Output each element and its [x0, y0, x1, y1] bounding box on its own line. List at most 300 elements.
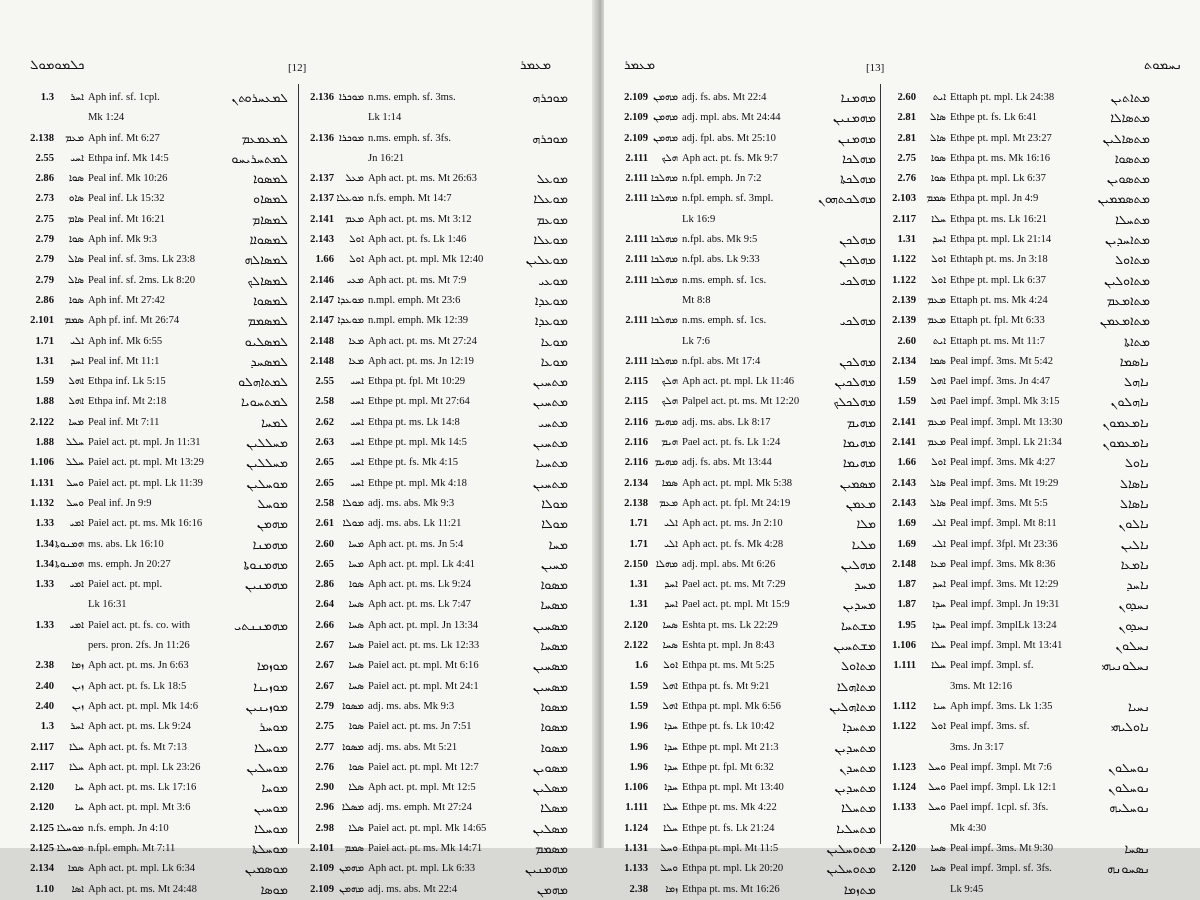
entry-row [22, 149, 290, 169]
entry-word: ܡܗܠܟܬܗܘܢ [818, 191, 876, 207]
entry-continuation-text: Lk 16:31 [88, 599, 127, 611]
entry-row [22, 717, 290, 737]
entry-reference-number: 2.138 [624, 497, 648, 509]
entry-continuation-text: pers. pron. 2fs. Jn 11:26 [88, 640, 190, 652]
left-running-head-left: ܟܠܡܘܡܘܠ [30, 58, 85, 73]
entry-word: ܡܘܠܐ [541, 516, 568, 532]
entry-row [302, 636, 570, 656]
entry-row [302, 575, 570, 595]
entry-parsing: Aph act. pt. ms. Mt 26:63 [368, 173, 477, 185]
entry-word: ܡܘܚܐ [261, 780, 288, 796]
entry-row [616, 859, 878, 879]
entry-word: ܡܬܚܝܢ [532, 394, 568, 410]
entry-root: ܙܡܐ [665, 883, 678, 895]
entry-word: ܡܘܥܐ [540, 353, 568, 369]
entry-reference-number: 2.134 [892, 355, 916, 367]
entry-reference-number: 2.86 [35, 294, 54, 306]
entry-parsing: n.fpl. emph. Mt 7:11 [88, 842, 176, 854]
entry-reference-number: 1.34 [35, 538, 54, 550]
entry-root: ܣܘܐ [68, 294, 84, 306]
entry-row [22, 677, 290, 697]
entry-parsing: Aph act. pt. mpl. Lk 11:46 [682, 376, 795, 388]
entry-reference-number: 2.111 [625, 234, 648, 246]
column-rule [880, 84, 881, 844]
entry-parsing: Aph inf. sf. 1cpl. [88, 92, 160, 103]
entry-word: ܢܣܚܘܢܗ [1107, 861, 1150, 877]
entry-row [884, 372, 1152, 392]
entry-word: ܢܐܘܠ [1124, 455, 1150, 471]
entry-word: ܡܥܡܢ [845, 495, 876, 511]
entry-row [884, 555, 1152, 575]
entry-row [616, 656, 878, 676]
entry-root: ܚܠܐ [69, 741, 84, 753]
entry-parsing: Ettaph pt. ms. Mt 11:7 [950, 335, 1045, 347]
entry-root: ܡܥܡ [345, 213, 364, 225]
entry-word: ܢܘܚܠܘܢ [1108, 780, 1150, 796]
entry-root: ܐܚܝ [350, 416, 364, 428]
entry-root: ܐܗܠ [68, 396, 84, 408]
entry-row [302, 738, 570, 758]
entry-root: ܡܘܚܠܐ [56, 842, 84, 854]
entry-root: ܙܝܢ [71, 680, 84, 692]
entry-word: ܢܚܝܐ [1127, 698, 1150, 714]
entry-root: ܘܚܠ [66, 497, 84, 509]
left-running-head-right: ܡܥܡܪ [520, 58, 552, 73]
entry-root: ܡܗܠܟܐ [650, 274, 678, 286]
entry-root: ܐܚܕ [932, 579, 946, 591]
entry-row [302, 880, 570, 900]
entry-parsing: Aph act. pt. ms. Jn 12:19 [368, 355, 474, 367]
entry-continuation [616, 210, 878, 230]
entry-root: ܡܚܐ [68, 416, 84, 428]
entry-reference-number: 1.106 [30, 457, 54, 469]
entry-parsing: n.ms. emph. sf. 3ms. [368, 92, 456, 103]
entry-word: ܠܡܣܘܐ [253, 171, 288, 187]
entry-reference-number: 1.59 [629, 700, 648, 712]
entry-row [616, 798, 878, 818]
entry-parsing: adj. ms. emph. Mt 27:24 [368, 802, 472, 814]
entry-parsing: Peal inf. sf. 3ms. Lk 23:8 [88, 254, 196, 266]
entry-reference-number: 2.65 [315, 558, 334, 570]
entry-word: ܡܘܚܠ [257, 495, 288, 511]
entry-root: ܣܡܐ [67, 863, 84, 875]
entry-parsing: adj. ms. abs. Lk 11:21 [368, 518, 462, 530]
entry-word: ܡܬܚܕܐ [842, 719, 876, 735]
entry-word: ܡܣܘܐ [540, 698, 568, 714]
entry-word: ܡܣܘܐ [540, 739, 568, 755]
entry-reference-number: 2.122 [624, 640, 648, 652]
entry-root: ܚܠܐ [663, 802, 678, 814]
entry-root: ܡܥܐ [930, 558, 946, 570]
entry-root: ܡܗܠܟܐ [650, 234, 678, 246]
entry-word: ܡܘܙܝܢܝܢ [245, 698, 288, 714]
entry-word: ܡܣܚܝܢ [532, 678, 568, 694]
entry-reference-number: 1.96 [629, 741, 648, 753]
entry-word: ܡܗܡܢ [536, 881, 568, 897]
entry-root: ܣܡܐ [929, 355, 946, 367]
entry-row [616, 169, 878, 189]
entry-root: ܡܗܠܟܐ [650, 193, 678, 205]
entry-parsing: Peal impf. 3mpl. Jn 19:31 [950, 599, 1060, 611]
entry-word: ܠܡܣܐܠܟ [247, 272, 288, 288]
entry-row [302, 535, 570, 555]
entry-row [884, 616, 1152, 636]
entry-root: ܡܘܠܐ [342, 518, 364, 530]
entry-parsing: Paiel act. pt. ms. Mk 16:16 [88, 518, 203, 530]
entry-reference-number: 1.123 [892, 761, 916, 773]
entry-root: ܣܡܡ [64, 315, 84, 327]
entry-reference-number: 2.125 [30, 822, 54, 834]
entry-parsing: Pael impf. 1cpl. sf. 3fs. [950, 802, 1049, 814]
entry-parsing: Ethpe pt. mpl. Mt 21:3 [682, 741, 779, 753]
entry-reference-number: 2.79 [35, 274, 54, 286]
entry-word: ܢܘܚܠܝܗ [1109, 800, 1150, 816]
entry-row [616, 595, 878, 615]
entry-root: ܡܚܐ [348, 558, 364, 570]
entry-root: ܣܚܐ [348, 599, 364, 611]
entry-row [302, 697, 570, 717]
entry-root: ܐܠܝ [932, 518, 946, 530]
entry-root: ܚܠܠ [65, 457, 84, 469]
entry-word: ܢܐܡܥܡܘܢ [1102, 435, 1150, 451]
entry-row [884, 535, 1152, 555]
entry-parsing: Peal impf. 3fpl. Mt 23:36 [950, 538, 1058, 550]
entry-row [22, 474, 290, 494]
entry-root: ܐܚܝ [350, 457, 364, 469]
entry-row [302, 433, 570, 453]
entry-reference-number: 2.109 [624, 112, 648, 124]
entry-reference-number: 2.120 [892, 863, 916, 875]
entry-root: ܡܥܡ [927, 315, 946, 327]
entry-reference-number: 2.38 [35, 660, 54, 672]
entry-row [884, 413, 1152, 433]
entry-word: ܡܬܙܡܐ [843, 881, 876, 897]
entry-root: ܚܠܐ [663, 822, 678, 834]
entry-root: ܣܚܐ [662, 619, 678, 631]
entry-row [22, 758, 290, 778]
entry-word: ܡܗܡܢܐ [840, 90, 876, 105]
entry-reference-number: 1.111 [625, 802, 648, 814]
entry-reference-number: 1.122 [892, 274, 916, 286]
entry-root: ܐܚܕ [664, 599, 678, 611]
entry-root: ܐܚܕ [70, 355, 84, 367]
entry-reference-number: 2.67 [315, 660, 334, 672]
entry-parsing: n.ms. emph. sf. 3fs. [368, 132, 451, 144]
entry-reference-number: 2.101 [30, 315, 54, 327]
entry-root: ܡܗܡܢ [653, 92, 678, 103]
entry-row [302, 859, 570, 879]
entry-word: ܡܗܠܟܐ [842, 150, 876, 166]
entry-root: ܣܐܡ [67, 213, 84, 225]
entry-root: ܚܕܐ [932, 599, 946, 611]
entry-parsing: n.mpl. emph. Mt 23:6 [368, 294, 461, 306]
entry-row [22, 88, 290, 108]
entry-word: ܡܬܚܕܢ [839, 759, 876, 775]
entry-reference-number: 2.111 [625, 315, 648, 327]
entry-word: ܡܘܥܕܐ [534, 313, 568, 329]
entry-parsing: Ethpa pt. mpl. Lk 21:14 [950, 234, 1052, 246]
entry-root: ܡܥܡ [659, 497, 678, 509]
entry-root: ܡܥܡ [927, 437, 946, 449]
entry-parsing: Peal impf. 3mpl. Mt 13:30 [950, 416, 1063, 428]
entry-word: ܡܗܠܟܢ [839, 232, 876, 248]
entry-parsing: Aph act. pt. ms. Mt 3:12 [368, 213, 472, 225]
entry-reference-number: 1.59 [897, 376, 916, 388]
entry-root: ܡܘܟܪܐ [338, 92, 364, 103]
entry-word: ܠܡܣܘܐ [253, 292, 288, 308]
entry-continuation [616, 332, 878, 352]
entry-row [22, 230, 290, 250]
entry-parsing: Aph act. pt. mpl. Lk 4:41 [368, 558, 476, 570]
entry-reference-number: 1.6 [634, 660, 648, 672]
entry-row [616, 129, 878, 149]
entry-root: ܡܥܐ [348, 335, 364, 347]
entry-row [22, 738, 290, 758]
entry-row [616, 697, 878, 717]
entry-parsing: Pael impf. 3mpl. Mk 3:15 [950, 396, 1060, 408]
entry-reference-number: 1.132 [30, 497, 54, 509]
entry-parsing: Ethpe pt. fs. Lk 10:42 [682, 721, 775, 733]
entry-reference-number: 2.116 [624, 437, 648, 449]
entry-word: ܡܚܐ [548, 536, 568, 552]
entry-row [302, 169, 570, 189]
entry-parsing: Peal impf. 3mpl. Mt 13:41 [950, 640, 1063, 652]
entry-parsing: Aph act. pt. mpl. Mt 3:6 [88, 802, 191, 814]
entry-reference-number: 1.31 [629, 599, 648, 611]
entry-reference-number: 1.106 [624, 782, 648, 794]
entry-reference-number: 2.63 [315, 437, 334, 449]
entry-parsing: adj. fpl. abs. Mt 25:10 [682, 132, 776, 144]
right-running-head-left: ܡܥܡܪ [624, 58, 656, 73]
entry-continuation [884, 738, 1152, 758]
entry-reference-number: 2.79 [35, 254, 54, 266]
entry-root: ܙܡܐ [71, 660, 84, 672]
entry-reference-number: 2.61 [315, 518, 334, 530]
entry-word: ܡܣܚܝܢ [532, 658, 568, 674]
entry-parsing: Pael act. pt. ms. Mt 7:29 [682, 579, 786, 591]
entry-parsing: Ethtaph pt. ms. Jn 3:18 [950, 254, 1048, 266]
entry-parsing: Aph act. pt. mpl. Mk 12:40 [368, 254, 484, 266]
entry-row [884, 149, 1152, 169]
entry-parsing: Aph act. pt. mpl. Mk 14:6 [88, 700, 199, 712]
entry-parsing: Paiel act. pt. ms. Mk 14:71 [368, 842, 483, 854]
entry-root: ܐܝܬ [932, 335, 946, 347]
entry-reference-number: 2.75 [315, 721, 334, 733]
entry-reference-number: 2.98 [315, 822, 334, 834]
entry-root: ܣܚܐ [930, 863, 946, 875]
entry-reference-number: 2.117 [30, 741, 54, 753]
entry-row [302, 129, 570, 149]
entry-parsing: Ettaph pt. fpl. Mt 6:33 [950, 315, 1045, 327]
entry-reference-number: 1.88 [35, 396, 54, 408]
entry-reference-number: 2.134 [30, 863, 54, 875]
entry-parsing: Aph inf. Mk 9:3 [88, 234, 157, 246]
entry-word: ܡܘܚܠܝܢ [246, 759, 288, 775]
entry-parsing: Ethpa pt. ms. Lk 16:21 [950, 213, 1048, 225]
entry-reference-number: 1.131 [624, 842, 648, 854]
entry-word: ܡܗܠܝܢ [840, 556, 876, 572]
entry-reference-number: 2.150 [624, 558, 648, 570]
entry-root: ܗܠܟ [661, 396, 678, 408]
entry-word: ܠܡܣܠܝܘ [244, 333, 288, 349]
entry-word: ܡܬܣܘܐ [1114, 150, 1150, 166]
entry-root: ܡܘܟܪܐ [338, 132, 364, 144]
entry-word: ܡܬܚܝܐ [535, 455, 568, 471]
entry-parsing: Peal impf. 3ms. Mt 5:42 [950, 355, 1053, 367]
entry-root: ܣܘܐ [930, 173, 946, 185]
entry-root: ܡܥܠ [345, 173, 364, 185]
entry-root: ܘܚܠ [660, 842, 678, 854]
entry-reference-number: 2.147 [310, 294, 334, 306]
entry-word: ܡܬܘܚܠܝܢ [826, 861, 876, 877]
entry-parsing: Ettaph pt. ms. Mk 4:24 [950, 294, 1048, 306]
entry-continuation-text: Mt 8:8 [682, 294, 711, 306]
entry-word: ܡܬܣܘܝܢ [1106, 171, 1150, 187]
entry-row [302, 392, 570, 412]
entry-word: ܡܗܠܟܝ [839, 272, 876, 288]
entry-word: ܡܣܠܝܢ [532, 780, 568, 796]
entry-continuation [616, 291, 878, 311]
entry-root: ܘܚܠ [928, 802, 946, 814]
entry-root: ܣܘܐ [68, 173, 84, 185]
entry-row [884, 575, 1152, 595]
entry-word: ܡܣܚܐ [540, 638, 568, 654]
left-page-column-a [22, 88, 290, 900]
entry-row [884, 494, 1152, 514]
entry-parsing: Ettaph pt. mpl. Lk 24:38 [950, 92, 1055, 103]
entry-word: ܠܡܬܐܗܠܘ [238, 374, 288, 390]
entry-word: ܡܬܐܗܠܐ [836, 678, 876, 694]
entry-row [616, 230, 878, 250]
entry-root: ܡܥܡ [927, 416, 946, 428]
entry-root: ܡܥܝ [346, 274, 364, 286]
entry-reference-number: 2.139 [892, 315, 916, 327]
entry-word: ܠܡܬܚܘܝܐ [240, 394, 288, 410]
entry-parsing: Ethpa pt. mpl. Lk 20:20 [682, 863, 784, 875]
entry-parsing: adj. mpl. abs. Mt 6:26 [682, 558, 776, 570]
entry-word: ܡܗܡܢܢ [837, 130, 876, 146]
entry-root: ܡܘܥܠܐ [336, 193, 364, 205]
entry-row [616, 880, 878, 900]
entry-root: ܣܐܠ [929, 132, 946, 144]
entry-row [884, 332, 1152, 352]
entry-parsing: adj. ms. abs. Mk 9:3 [368, 700, 455, 712]
right-running-head-right: ܢܚܡܘܬ [1144, 58, 1183, 73]
entry-parsing: Pael impf. 3mpl. Lk 12:1 [950, 782, 1057, 794]
entry-reference-number: 1.124 [892, 782, 916, 794]
entry-word: ܡܗܠܟܝ [839, 313, 876, 329]
entry-root: ܣܘܐ [930, 152, 946, 164]
entry-parsing: Ethpe pt. mpl. Mt 27:64 [368, 396, 470, 408]
entry-root: ܚܕܐ [932, 619, 946, 631]
entry-row [302, 819, 570, 839]
entry-root: ܘܚܠ [928, 782, 946, 794]
entry-root: ܣܘܐ [348, 761, 364, 773]
entry-row [22, 535, 290, 555]
entry-row [302, 311, 570, 331]
entry-root: ܣܐܠ [929, 497, 946, 509]
entry-reference-number: 2.120 [624, 619, 648, 631]
entry-row [616, 575, 878, 595]
entry-reference-number: 2.81 [897, 112, 916, 124]
entry-parsing: Peal impf. 3ms. Mk 8:36 [950, 558, 1056, 570]
entry-reference-number: 2.143 [892, 477, 916, 489]
entry-parsing: adj. ms. abs. Mt 5:21 [368, 741, 458, 753]
entry-row [884, 636, 1152, 656]
entry-word: ܡܗܠܟܢ [839, 252, 876, 268]
entry-word: ܢܐܗܠ [1124, 374, 1150, 390]
entry-continuation [884, 880, 1152, 900]
entry-reference-number: 1.31 [629, 579, 648, 591]
entry-word: ܡܘܚܠܐ [254, 820, 288, 836]
entry-reference-number: 1.88 [35, 437, 54, 449]
entry-row [884, 352, 1152, 372]
entry-reference-number: 1.59 [629, 680, 648, 692]
entry-row [22, 413, 290, 433]
entry-continuation [884, 677, 1152, 697]
entry-word: ܡܬܐܘܠ [841, 658, 876, 674]
entry-root: ܡܣܠܐ [341, 802, 364, 814]
entry-root: ܗܠܟ [661, 152, 678, 164]
entry-root: ܐܘܠ [931, 254, 946, 266]
entry-word: ܢܐܚܕ [1126, 577, 1150, 593]
entry-reference-number: 2.60 [897, 335, 916, 347]
entry-reference-number: 2.109 [310, 863, 334, 875]
entry-parsing: Peal impf. 3ms. Mt 19:29 [950, 477, 1059, 489]
entry-root: ܚܠܐ [931, 660, 946, 672]
entry-word: ܡܬܐܡܥܡܢ [1099, 313, 1150, 329]
entry-parsing: n.fpl. abs. Mk 9:5 [682, 234, 758, 246]
entry-word: ܢܐܡܥܐ [1120, 556, 1150, 572]
entry-reference-number: 2.55 [35, 152, 54, 164]
entry-root: ܡܗܠܐ [655, 558, 678, 570]
entry-parsing: n.fs. emph. Mt 14:7 [368, 193, 452, 205]
entry-root: ܐܡܝ [69, 619, 84, 631]
entry-parsing: Aph act. pt. ms. Mt 7:9 [368, 274, 467, 286]
entry-root: ܐܠܝ [932, 538, 946, 550]
entry-word: ܠܡܣܘܐܐ [249, 232, 288, 248]
entry-root: ܗܝܡ [661, 437, 678, 449]
entry-row [22, 880, 290, 900]
entry-reference-number: 1.69 [897, 518, 916, 530]
entry-row [22, 859, 290, 879]
entry-reference-number: 2.81 [897, 132, 916, 144]
entry-parsing: Aph act. pt. ms. Jn 2:10 [682, 518, 783, 530]
entry-parsing: Ethpa pt. fpl. Mt 10:29 [368, 376, 466, 388]
entry-word: ܡܬܣܡܡܝܢ [1097, 191, 1150, 207]
entry-parsing: Peal impf. 3ms. Mt 12:29 [950, 579, 1059, 591]
entry-row [22, 697, 290, 717]
entry-word: ܡܫܬܚܐ [840, 617, 876, 633]
entry-root: ܐܘܠ [931, 274, 946, 286]
entry-row [302, 332, 570, 352]
entry-row [616, 717, 878, 737]
entry-root: ܐܡܝ [69, 518, 84, 530]
entry-parsing: Aph act. pt. ms. Mt 24:48 [88, 883, 197, 895]
entry-row [22, 210, 290, 230]
entry-row [22, 494, 290, 514]
entry-word: ܢܐܗܠܘܢ [1110, 394, 1150, 410]
entry-parsing: Peal inf. Jn 9:9 [88, 497, 152, 509]
entry-parsing: Ethpa pt. fs. Mt 9:21 [682, 680, 770, 692]
entry-parsing: Peal impf. 3mpl. Mt 7:6 [950, 761, 1052, 773]
left-page-column-b [302, 88, 570, 900]
entry-root: ܣܘܐ [68, 234, 84, 246]
entry-parsing: Peal inf. sf. 2ms. Lk 8:20 [88, 274, 196, 286]
entry-row [302, 717, 570, 737]
entry-root: ܣܠܐ [348, 782, 364, 794]
entry-reference-number: 2.111 [625, 152, 648, 164]
